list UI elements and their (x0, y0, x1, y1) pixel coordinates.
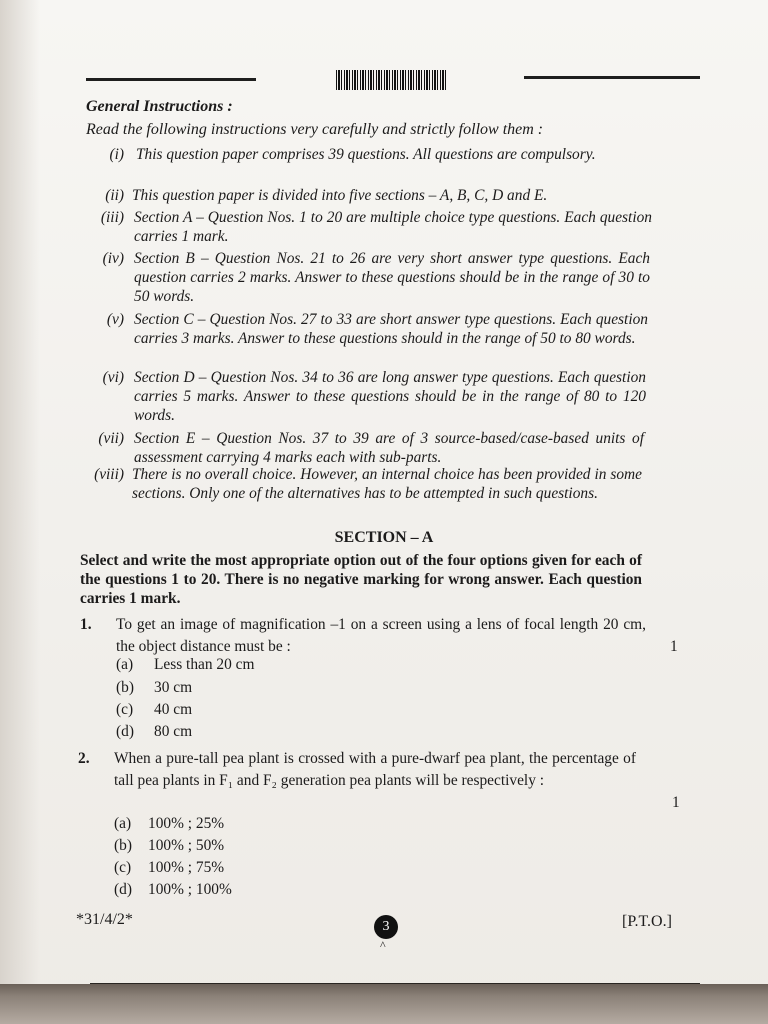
option (114, 815, 224, 833)
background-surface (0, 984, 768, 1024)
instruction-number: (ii) (105, 187, 124, 204)
barcode (336, 70, 446, 90)
instruction-number: (viii) (94, 466, 124, 483)
page-shadow (0, 0, 40, 1024)
instruction-number: (vii) (98, 430, 124, 447)
instruction-text: Section B – Question Nos. 21 to 26 are very short answer type questions. Each question carries 2 marks. Answer to these questions should be in the range of 30 to 50 words. (134, 250, 650, 305)
instruction-text: Section E – Question Nos. 37 to 39 are of 3 source-based/case-based units of assessment carrying 4 marks each with sub-parts. (134, 430, 644, 466)
page-number-badge: 3 (374, 915, 398, 939)
section-heading: SECTION – A (334, 529, 434, 546)
instruction-text: This question paper is divided into five sections – A, B, C, D and E. (132, 187, 548, 204)
instruction-text: Section D – Question Nos. 34 to 36 are long answer type questions. Each question carries 5 marks. Answer to these questions should be in the range of 80 to 120 words. (134, 369, 646, 424)
option-label: (d) (114, 881, 132, 898)
option (116, 679, 192, 697)
option-label: (b) (116, 679, 134, 696)
option (116, 723, 192, 741)
option-text: 80 cm (154, 723, 193, 740)
question-number: 1. (80, 616, 92, 633)
option (116, 701, 192, 719)
top-rule-left (86, 78, 256, 81)
option (114, 859, 224, 877)
instruction-text: This question paper comprises 39 questions. All questions are compulsory. (136, 146, 596, 163)
option (116, 656, 254, 674)
option-label: (a) (114, 815, 132, 832)
instruction-number: (iv) (102, 250, 124, 267)
question-text: When a pure-tall pea plant is crossed with a pure-dwarf pea plant, the percentage of tall pea plants in F₁ and F₂ generation pea plants will be respectively : (114, 750, 636, 789)
option-text: 100% ; 100% (148, 881, 232, 898)
please-turn-over: [P.T.O.] (622, 913, 672, 930)
top-rule-right (524, 76, 700, 79)
instruction-text: Section C – Question Nos. 27 to 33 are short answer type questions. Each question carries 3 marks. Answer to these questions should in the range of 50 to 80 words. (134, 311, 648, 347)
option (114, 837, 224, 855)
question-text: To get an image of magnification –1 on a screen using a lens of focal length 20 cm, the object distance must be : (116, 616, 646, 655)
option-label: (b) (114, 837, 132, 854)
question-number: 2. (78, 750, 90, 767)
option-text: 100% ; 50% (148, 837, 225, 854)
instruction-number: (vi) (102, 369, 124, 386)
instruction-number: (iii) (100, 209, 124, 226)
general-instructions-title: General Instructions : (86, 98, 233, 115)
section-instructions: Select and write the most appropriate option out of the four options given for each of the questions 1 to 20. There is no negative marking for wrong answer. Each question carries 1 mark. (80, 552, 642, 607)
instruction-text: Section A – Question Nos. 1 to 20 are multiple choice type questions. Each question carries 1 mark. (134, 209, 652, 245)
instruction-number: (v) (106, 311, 124, 328)
instruction-number: (i) (109, 146, 124, 163)
option-label: (a) (116, 656, 134, 673)
option-text: 40 cm (154, 701, 193, 718)
general-instructions-lead: Read the following instructions very carefully and strictly follow them : (86, 121, 544, 138)
option-text: 30 cm (154, 679, 193, 696)
option (114, 881, 232, 899)
option-text: 100% ; 75% (148, 859, 225, 876)
caret-mark: ^ (380, 938, 386, 952)
option-text: Less than 20 cm (154, 656, 255, 673)
option-label: (c) (114, 859, 132, 876)
question-mark: 1 (670, 638, 678, 655)
option-label: (d) (116, 723, 134, 740)
option-label: (c) (116, 701, 134, 718)
instruction-text: There is no overall choice. However, an internal choice has been provided in some sections. Only one of the alternatives has to be attempted in such questions. (132, 466, 642, 502)
question-mark: 1 (672, 794, 680, 811)
option-text: 100% ; 25% (148, 815, 225, 832)
paper-code: *31/4/2* (76, 911, 133, 928)
